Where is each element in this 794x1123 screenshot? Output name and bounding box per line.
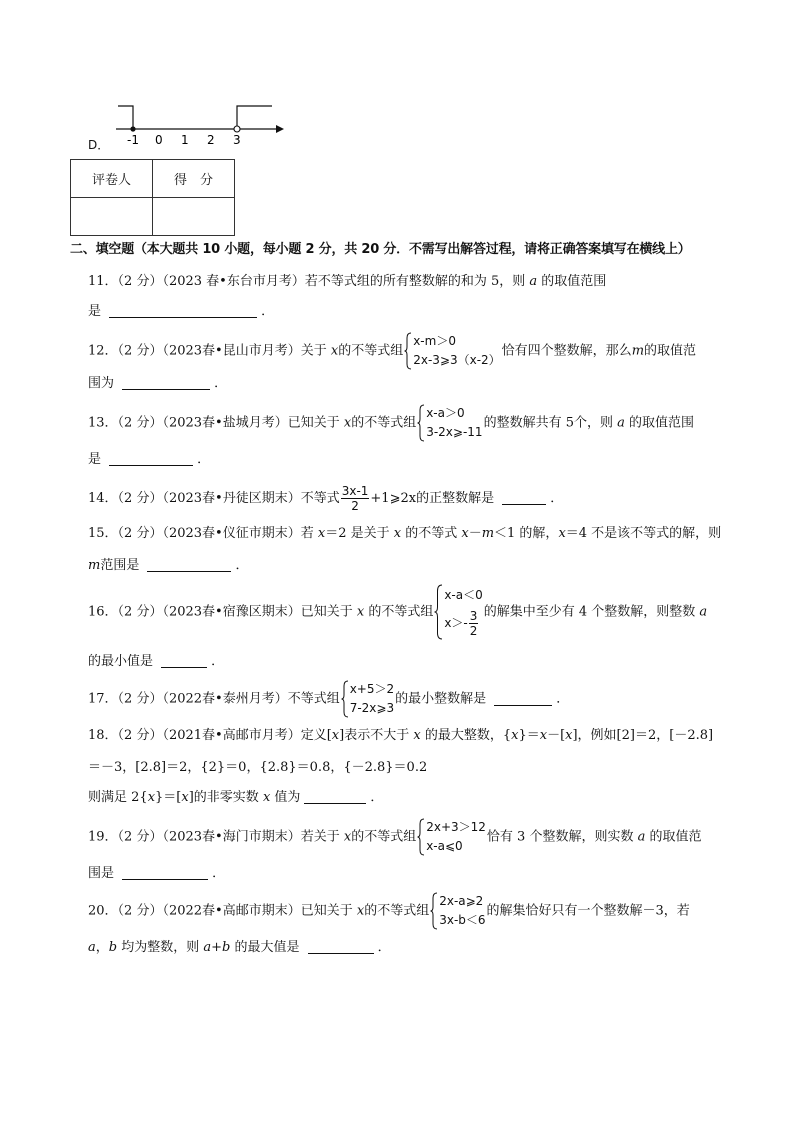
inequality-system-16: x-a＜0 x＞- $\frac{3}{2}$ bbox=[434, 584, 482, 640]
answer-blank-15[interactable] bbox=[147, 557, 231, 572]
question-18: 18．（2 分）（2021春•高邮市月考）定义[x]表示不大于 x 的最大整数，{x}＝x－[x]，例如[2]＝2，[－2.8] bbox=[88, 728, 714, 743]
answer-blank-19[interactable] bbox=[122, 865, 208, 880]
tick-label: 0 bbox=[155, 133, 163, 147]
brace-icon bbox=[434, 584, 443, 640]
answer-blank-11[interactable] bbox=[109, 303, 257, 318]
left-ray bbox=[118, 106, 133, 129]
answer-blank-16[interactable] bbox=[161, 653, 207, 668]
brace-icon bbox=[341, 680, 349, 718]
question-11-line2: 是 ． bbox=[88, 304, 275, 319]
question-20: 20．（2 分）（2022春•高邮市期末）已知关于 x的不等式组 2x-a⩾2 3x-b＜6 的解集恰好只有一个整数解－3，若 bbox=[88, 892, 690, 930]
tick-label: 3 bbox=[233, 133, 241, 147]
tick-label: 2 bbox=[207, 133, 215, 147]
question-15: 15．（2 分）（2023春•仪征市期末）若 x＝2 是关于 x 的不等式 x－m＜1 的解，x＝4 不是该不等式的解，则 bbox=[88, 526, 722, 541]
score-header: 得 分 bbox=[153, 160, 235, 198]
tick-label: -1 bbox=[127, 133, 139, 147]
fraction-14: $\frac{3x-1}{2}$ bbox=[341, 484, 369, 513]
question-16-line2: 的最小值是 ． bbox=[88, 654, 225, 669]
inequality-system-13: x-a＞0 3-2x⩾-11 bbox=[417, 404, 482, 442]
number-line-figure bbox=[108, 100, 288, 150]
brace-icon bbox=[404, 332, 412, 370]
inequality-system-17: x+5＞2 7-2x⩾3 bbox=[341, 680, 394, 718]
tick-label: 1 bbox=[181, 133, 189, 147]
question-19: 19．（2 分）（2023春•海门市期末）若关于 x的不等式组 2x+3＞12 x-a⩽0 恰有 3 个整数解，则实数 a 的取值范 bbox=[88, 818, 701, 856]
inequality-system-19: 2x+3＞12 x-a⩽0 bbox=[417, 818, 486, 856]
grader-cell bbox=[71, 198, 153, 236]
brace-icon bbox=[430, 892, 438, 930]
brace-icon bbox=[417, 404, 425, 442]
question-11: 11．（2 分）（2023 春•东台市月考）若不等式组的所有整数解的和为 5，则 a 的取值范围 bbox=[88, 274, 607, 289]
question-13-line2: 是 ． bbox=[88, 452, 211, 467]
question-12: 12．（2 分）（2023春•昆山市月考）关于 x的不等式组 x-m＞0 2x-3⩾3（x-2） 恰有四个整数解，那么m的取值范 bbox=[88, 332, 696, 370]
option-d-label: D． bbox=[88, 138, 110, 152]
question-16: 16．（2 分）（2023春•宿豫区期末）已知关于 x 的不等式组 x-a＜0 x＞- $\frac{3}{2}$ 的解集中至少有 4 个整数解，则整数 a bbox=[88, 584, 707, 640]
inequality-system-12: x-m＞0 2x-3⩾3（x-2） bbox=[404, 332, 500, 370]
question-18-line3: 则满足 2{x}＝[x]的非零实数 x 值为 ． bbox=[88, 790, 384, 805]
question-17: 17．（2 分）（2022春•泰州月考）不等式组 x+5＞2 7-2x⩾3 的最小整数解是 ． bbox=[88, 680, 569, 718]
section-title: 二、填空题（本大题共 10 小题，每小题 2 分，共 20 分．不需写出解答过程，请将正确答案填写在横线上） bbox=[70, 242, 691, 257]
solid-point-minus1 bbox=[130, 126, 135, 131]
answer-blank-18[interactable] bbox=[304, 789, 366, 804]
answer-blank-12[interactable] bbox=[122, 375, 210, 390]
question-12-line2: 围为 ． bbox=[88, 376, 228, 391]
question-20-line2: a，b 均为整数，则 a+b 的最大值是 ． bbox=[88, 940, 391, 955]
question-15-line2: m范围是 ． bbox=[88, 558, 249, 573]
right-ray bbox=[237, 106, 272, 129]
open-point-3 bbox=[234, 126, 240, 132]
answer-blank-13[interactable] bbox=[109, 451, 193, 466]
answer-blank-17[interactable] bbox=[494, 691, 552, 706]
question-18-line2: ＝－3，[2.8]＝2，{2}＝0，{2.8}＝0.8，{－2.8}＝0.2 bbox=[88, 760, 428, 775]
fraction-16: $\frac{3}{2}$ bbox=[469, 609, 478, 638]
question-14: 14．（2 分）（2023春•丹徒区期末）不等式 $\frac{3x-1}{2}$ +1⩾2x的正整数解是 ． bbox=[88, 484, 564, 513]
answer-blank-14[interactable] bbox=[502, 490, 546, 505]
brace-icon bbox=[417, 818, 425, 856]
answer-blank-20[interactable] bbox=[308, 939, 374, 954]
grader-header: 评卷人 bbox=[71, 160, 153, 198]
question-19-line2: 围是 ． bbox=[88, 866, 226, 881]
score-cell bbox=[153, 198, 235, 236]
score-table bbox=[70, 159, 235, 236]
question-13: 13．（2 分）（2023春•盐城月考）已知关于 x的不等式组 x-a＞0 3-2x⩾-11 的整数解共有 5个，则 a 的取值范围 bbox=[88, 404, 694, 442]
axis-arrow-icon bbox=[276, 125, 284, 133]
inequality-system-20: 2x-a⩾2 3x-b＜6 bbox=[430, 892, 485, 930]
